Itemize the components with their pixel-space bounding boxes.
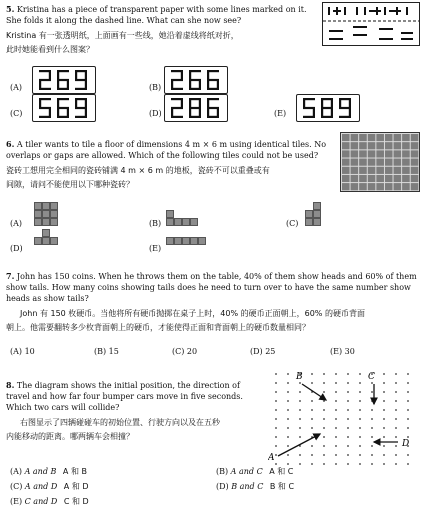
q7-text-cn-1: John 有 150 枚硬币。当他将所有硬币抛掷在桌子上时，40% 的硬币正面朝上，60% 的硬币背面 xyxy=(20,309,365,318)
q5-number: 5. xyxy=(6,4,15,14)
q7-text-en-1 xyxy=(6,271,417,282)
q7-option-b-value: 15 xyxy=(108,347,119,356)
q5-text-cn-1: Kristina 有一张透明纸，上面画有一些线，她沿着虚线将纸对折， xyxy=(6,31,239,40)
lcd-digits-svg xyxy=(165,67,227,93)
q8-option-d-en: B and C xyxy=(231,482,264,491)
q7-option-d-label: (D) xyxy=(250,347,263,356)
q7-option-a-value: 10 xyxy=(24,347,35,356)
lcd-digits-svg xyxy=(165,95,227,121)
q7-text-cn-2: 朝上。他需要翻转多少枚背面朝上的硬币，才能使得正面和背面朝上的硬币数量相同？ xyxy=(6,323,310,332)
q8-option-c-cn: A 和 D xyxy=(63,482,89,491)
q7-option-b[interactable] xyxy=(94,346,119,357)
q6-number: 6. xyxy=(6,139,15,149)
q8-option-c[interactable] xyxy=(10,481,89,492)
q6-tile-b[interactable] xyxy=(166,210,198,226)
q7-option-d[interactable] xyxy=(250,346,275,357)
q7-option-e-label: (E) xyxy=(330,347,343,356)
q8-option-e[interactable] xyxy=(10,496,89,507)
q6-text-en-2: overlaps or gaps are allowed. Which of the following tiles could not be used? xyxy=(6,151,319,160)
car-d-label: D xyxy=(402,439,410,449)
car-a-arrow xyxy=(278,434,320,456)
q7-option-c-value: 20 xyxy=(186,347,198,356)
q5-option-c-display[interactable] xyxy=(32,94,96,122)
q6-text-en-1 xyxy=(6,139,326,150)
q8-bumper-car-diagram xyxy=(268,368,418,468)
q5-text-en-2: She folds it along the dashed line. What can she now see? xyxy=(6,16,242,25)
q5-option-d-display[interactable] xyxy=(164,94,228,122)
lcd-digits-svg xyxy=(33,67,95,93)
car-b-arrow xyxy=(302,384,326,400)
q8-option-e-en: C and D xyxy=(24,497,58,506)
q5-text-en-1 xyxy=(6,4,307,15)
q5-option-a-display[interactable] xyxy=(32,66,96,94)
q8-option-a-en: A and B xyxy=(24,467,57,476)
q6-tile-d[interactable] xyxy=(34,229,58,245)
q6-option-d-label[interactable]: (D) xyxy=(10,244,23,253)
q7-en-line1: John has 150 coins. When he throws them on the table, 40% of them show heads and 60% of them xyxy=(16,272,417,281)
q5-option-d-label[interactable]: (D) xyxy=(149,109,162,118)
q5-option-c-label[interactable]: (C) xyxy=(10,109,23,118)
q8-option-d-label: (D) xyxy=(216,482,229,491)
q8-text-en-2: travel and how far four bumper cars move in five seconds. xyxy=(6,392,243,401)
q8-option-e-label: (E) xyxy=(10,497,23,506)
q7-option-a[interactable] xyxy=(10,346,35,357)
q5-option-e-label[interactable]: (E) xyxy=(274,109,287,118)
q6-en-line1: A tiler wants to tile a floor of dimensions 4 m × 6 m using identical tiles. No xyxy=(16,140,327,149)
q7-number: 7. xyxy=(6,271,15,281)
q8-option-b-label: (B) xyxy=(216,467,229,476)
q8-text-cn-2: 内能移动的距离。哪两辆车会相撞？ xyxy=(6,432,134,441)
q7-text-en-2: show tails. How many coins showing tails does he need to turn over to have the same number show xyxy=(6,283,411,292)
q5-transparent-paper-figure xyxy=(322,2,420,46)
q6-text-cn-2: 间隙，请问不能使用以下哪种瓷砖？ xyxy=(6,180,134,189)
q8-option-e-cn: C 和 D xyxy=(63,497,89,506)
q8-option-b-cn: A 和 C xyxy=(269,467,294,476)
q8-option-d[interactable] xyxy=(216,481,294,492)
q8-option-c-en: A and D xyxy=(24,482,58,491)
q8-option-b[interactable] xyxy=(216,466,293,477)
q5-text-cn-2: 此时她能看到什么图案？ xyxy=(6,45,94,54)
q6-floor-grid xyxy=(340,132,420,192)
q7-option-a-label: (A) xyxy=(10,347,23,356)
q6-option-a-label[interactable]: (A) xyxy=(10,219,23,228)
q7-option-c[interactable] xyxy=(172,346,197,357)
q6-option-c-label[interactable]: (C) xyxy=(286,219,299,228)
q8-option-b-en: A and C xyxy=(230,467,263,476)
q7-option-c-label: (C) xyxy=(172,347,185,356)
q8-text-en-3: Which two cars will collide? xyxy=(6,403,120,412)
q6-tile-c[interactable] xyxy=(305,202,321,226)
car-b-label: B xyxy=(296,372,303,382)
lcd-digits-svg xyxy=(297,95,359,121)
q6-option-b-label[interactable]: (B) xyxy=(149,219,162,228)
q5-option-a-label[interactable]: (A) xyxy=(10,83,23,92)
q8-option-c-label: (C) xyxy=(10,482,23,491)
q7-text-en-3: heads as show tails? xyxy=(6,294,89,303)
car-a-label: A xyxy=(268,453,275,463)
q6-tile-a[interactable] xyxy=(34,202,58,226)
q8-number: 8. xyxy=(6,380,15,390)
q6-text-cn-1: 瓷砖工想用完全相同的瓷砖铺满 4 m × 6 m 的地板，瓷砖不可以重叠或有 xyxy=(6,166,270,175)
q5-option-e-display[interactable] xyxy=(296,94,360,122)
q8-option-a[interactable] xyxy=(10,466,87,477)
q7-option-b-label: (B) xyxy=(94,347,107,356)
lcd-digits-svg xyxy=(33,95,95,121)
q7-option-e[interactable] xyxy=(330,346,355,357)
q8-text-cn-1: 右图显示了四辆碰碰车的初始位置、行驶方向以及在五秒 xyxy=(20,418,220,427)
q8-option-a-cn: A 和 B xyxy=(62,467,87,476)
q8-en-line1: The diagram shows the initial position, the direction of xyxy=(16,381,240,390)
q8-text-en-1 xyxy=(6,380,240,391)
q7-option-e-value: 30 xyxy=(344,347,355,356)
q5-option-b-label[interactable]: (B) xyxy=(149,83,162,92)
car-c-label: C xyxy=(368,372,375,382)
q7-option-d-value: 25 xyxy=(265,347,276,356)
q6-tile-e[interactable] xyxy=(166,237,206,245)
q5-option-b-display[interactable] xyxy=(164,66,228,94)
q5-en-line1: Kristina has a piece of transparent paper with some lines marked on it. xyxy=(16,5,307,14)
q8-option-d-cn: B 和 C xyxy=(269,482,295,491)
q6-option-e-label[interactable]: (E) xyxy=(149,244,162,253)
q8-option-a-label: (A) xyxy=(10,467,23,476)
